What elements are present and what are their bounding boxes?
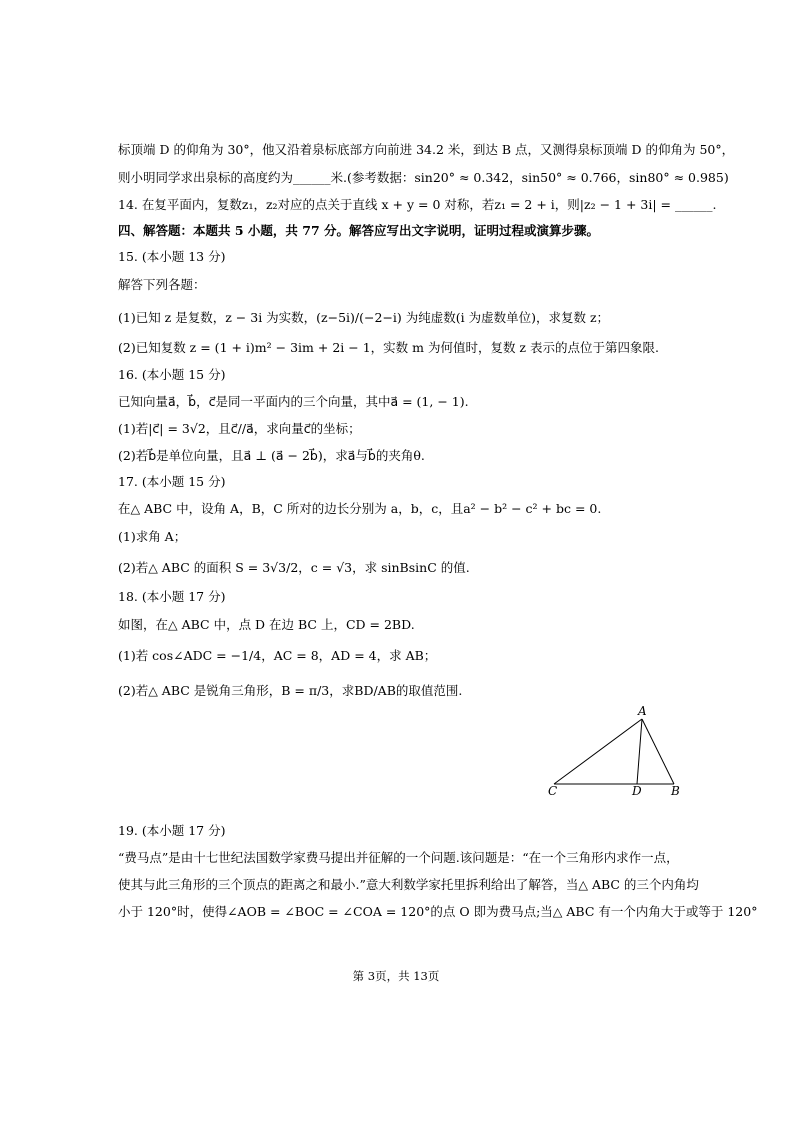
vertex-label-c: C xyxy=(548,784,558,798)
page-footer: 第 3页，共 13页 xyxy=(352,969,440,983)
text-line: 标顶端 D 的仰角为 30°，他又沿着泉标底部方向前进 34.2 米，到达 B 点，又测得泉标顶端 D 的仰角为 50°， xyxy=(118,142,735,157)
text-line: 已知向量a⃗，b⃗，c⃗是同一平面内的三个向量，其中a⃗ = (1, − 1). xyxy=(118,394,469,409)
question-18-part-2: (2)若△ ABC 是锐角三角形，B = π/3，求BD/AB的取值范围. xyxy=(118,683,463,698)
text-line: 使其与此三角形的三个顶点的距离之和最小.”意大利数学家托里拆利给出了解答，当△ ABC 的三个内角均 xyxy=(118,877,699,892)
question-15-header: 15. (本小题 13 分) xyxy=(118,249,226,264)
question-17-header: 17. (本小题 15 分) xyxy=(118,474,226,489)
question-15-part-2: (2)已知复数 z = (1 + i)m² − 3im + 2i − 1，实数 m 为何值时，复数 z 表示的点位于第四象限. xyxy=(118,340,659,355)
question-18-part-1: (1)若 cos∠ADC = −1/4，AC = 8，AD = 4，求 AB； xyxy=(118,648,437,663)
text-line: 在△ ABC 中，设角 A，B，C 所对的边长分别为 a，b，c，且a² − b² − c² + bc = 0. xyxy=(118,501,602,516)
segment-ad xyxy=(637,719,642,784)
triangle-figure xyxy=(540,700,690,800)
question-16-header: 16. (本小题 15 分) xyxy=(118,367,226,382)
question-18-header: 18. (本小题 17 分) xyxy=(118,589,226,604)
question-14: 14. 在复平面内，复数z₁，z₂对应的点关于直线 x + y = 0 对称，若z₁ = 2 + i，则|z₂ − 1 + 3i| = ______. xyxy=(118,197,717,212)
question-16-part-1: (1)若|c⃗| = 3√2，且c⃗//a⃗，求向量c⃗的坐标； xyxy=(118,421,361,436)
segment-ca xyxy=(554,719,642,784)
text-line: 小于 120°时，使得∠AOB = ∠BOC = ∠COA = 120°的点 O 即为费马点;当△ ABC 有一个内角大于或等于 120° xyxy=(118,904,758,919)
question-19-header: 19. (本小题 17 分) xyxy=(118,823,226,838)
text-line: 则小明同学求出泉标的高度约为______米.(参考数据：sin20° ≈ 0.342，sin50° ≈ 0.766，sin80° ≈ 0.985) xyxy=(118,170,729,185)
vertex-label-d: D xyxy=(632,784,642,798)
text-line: “费马点”是由十七世纪法国数学家费马提出并征解的一个问题.该问题是：“在一个三角形内求作一点， xyxy=(118,850,679,865)
text-line: 如图，在△ ABC 中，点 D 在边 BC 上，CD = 2BD. xyxy=(118,617,415,632)
text-line: 解答下列各题： xyxy=(118,277,206,292)
question-16-part-2: (2)若b⃗是单位向量，且a⃗ ⊥ (a⃗ − 2b⃗)，求a⃗与b⃗的夹角θ. xyxy=(118,448,425,463)
segment-ab xyxy=(642,719,674,784)
vertex-label-b: B xyxy=(671,784,680,798)
question-17-part-1: (1)求角 A； xyxy=(118,529,187,544)
question-17-part-2: (2)若△ ABC 的面积 S = 3√3/2，c = √3，求 sinBsinC 的值. xyxy=(118,560,470,575)
section-heading: 四、解答题：本题共 5 小题，共 77 分。解答应写出文字说明，证明过程或演算步骤。 xyxy=(118,223,600,238)
vertex-label-a: A xyxy=(638,704,647,718)
question-15-part-1: (1)已知 z 是复数，z − 3i 为实数，(z−5i)/(−2−i) 为纯虚数(i 为虚数单位)，求复数 z； xyxy=(118,310,610,325)
triangle-diagram xyxy=(540,700,690,800)
